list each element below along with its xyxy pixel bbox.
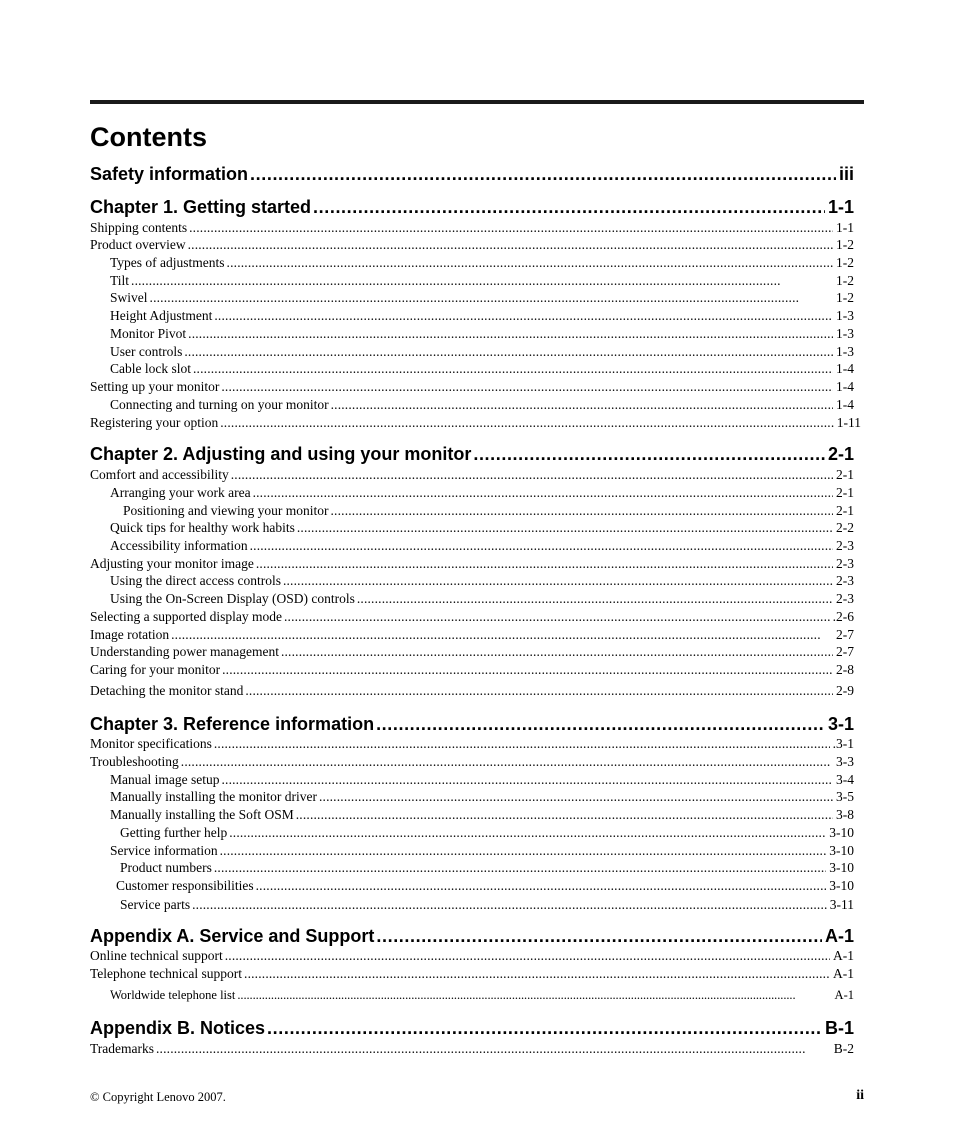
toc-entry-label: Adjusting your monitor image xyxy=(90,556,254,571)
toc-entry-product-overview[interactable] xyxy=(90,236,854,253)
dot-leader xyxy=(193,360,833,377)
toc-entry-installing-monitor-driver[interactable] xyxy=(110,788,854,805)
toc-entry-cable-lock-slot[interactable] xyxy=(110,360,854,377)
toc-entry-label: Comfort and accessibility xyxy=(90,467,229,482)
toc-entry-page: 2-2 xyxy=(836,520,854,535)
dot-leader xyxy=(214,307,833,324)
toc-entry-label: Types of adjustments xyxy=(110,255,225,270)
dot-leader xyxy=(284,608,830,625)
toc-entry-safety-information[interactable] xyxy=(90,163,854,185)
toc-entry-monitor-specifications[interactable] xyxy=(90,735,854,752)
toc-entry-page: 3-10 xyxy=(829,825,854,840)
dot-leader xyxy=(281,643,833,660)
toc-entry-label: Setting up your monitor xyxy=(90,379,220,394)
dot-leader xyxy=(245,682,833,699)
toc-entry-page: 2-8 xyxy=(836,662,854,677)
dot-leader xyxy=(297,519,833,536)
toc-entry-label: Troubleshooting xyxy=(90,754,179,769)
toc-entry-label: Product numbers xyxy=(120,860,212,875)
toc-entry-label: Manually installing the monitor driver xyxy=(110,789,317,804)
toc-entry-label: Monitor Pivot xyxy=(110,326,187,341)
page-number: ii xyxy=(856,1088,864,1103)
toc-entry-label: Tilt xyxy=(110,273,130,288)
dot-leader xyxy=(256,877,827,894)
toc-entry-swivel[interactable] xyxy=(110,289,854,306)
dot-leader xyxy=(283,572,833,589)
toc-entry-label: Connecting and turning on your monitor xyxy=(110,397,329,412)
dot-leader xyxy=(256,555,833,572)
toc-entry-page: 1-3 xyxy=(836,344,854,359)
dot-leader xyxy=(189,219,833,236)
toc-entry-service-information[interactable] xyxy=(110,842,854,859)
toc-entry-page: 1-11 xyxy=(836,415,861,430)
dot-leader xyxy=(250,163,836,185)
copyright-notice: © Copyright Lenovo 2007. xyxy=(90,1090,226,1104)
toc-entry-page: 1-1 xyxy=(836,220,854,235)
toc-entry-page: 3-8 xyxy=(836,807,854,822)
toc-entry-page: 2-7 xyxy=(836,644,854,659)
toc-entry-label: Worldwide telephone list xyxy=(110,988,236,1002)
toc-entry-installing-soft-osm[interactable] xyxy=(110,806,854,823)
toc-entry-label: Cable lock slot xyxy=(110,361,191,376)
toc-entry-product-numbers[interactable] xyxy=(120,859,854,876)
toc-entry-label: Positioning and viewing your monitor xyxy=(123,503,329,518)
toc-entry-page: 1-3 xyxy=(836,326,854,341)
toc-entry-page: B-2 xyxy=(833,1041,854,1056)
toc-entry-label: Caring for your monitor xyxy=(90,662,221,677)
toc-entry-chapter-1[interactable] xyxy=(90,196,854,218)
toc-entry-page: 2-9 xyxy=(836,683,854,698)
toc-entry-page: 1-2 xyxy=(836,290,854,305)
toc-entry-page: 2-3 xyxy=(836,573,854,588)
toc-entry-user-controls[interactable] xyxy=(110,343,854,360)
toc-entry-page: 2-1 xyxy=(827,444,854,464)
header-rule xyxy=(90,100,864,104)
dot-leader xyxy=(221,771,833,788)
toc-entry-tilt[interactable] xyxy=(110,272,854,289)
dot-leader xyxy=(222,661,833,678)
toc-entry-troubleshooting[interactable] xyxy=(90,753,854,770)
dot-leader xyxy=(184,343,833,360)
dot-leader xyxy=(214,859,826,876)
toc-entry-page: A-1 xyxy=(834,988,854,1002)
dot-leader xyxy=(357,590,833,607)
toc-entry-label: Chapter 2. Adjusting and using your monitor xyxy=(90,444,472,464)
toc-entry-page: 3-5 xyxy=(836,789,854,804)
toc-entry-page: 2-3 xyxy=(836,556,854,571)
toc-entry-label: Swivel xyxy=(110,290,148,305)
toc-entry-label: Arranging your work area xyxy=(110,485,251,500)
toc-entry-label: Monitor specifications xyxy=(90,736,212,751)
toc-entry-page: A-1 xyxy=(824,926,854,946)
toc-entry-online-technical-support[interactable] xyxy=(90,947,854,964)
toc-entry-height-adjustment[interactable] xyxy=(110,307,854,324)
toc-entry-label: Using the On-Screen Display (OSD) controls xyxy=(110,591,355,606)
dot-leader xyxy=(188,325,833,342)
toc-entry-page: A-1 xyxy=(833,966,854,981)
toc-entry-page: 3-10 xyxy=(829,843,854,858)
dot-leader xyxy=(237,987,831,1004)
toc-entry-label: Quick tips for healthy work habits xyxy=(110,520,295,535)
toc-entry-page: 3-3 xyxy=(836,754,854,769)
dot-leader xyxy=(214,735,830,752)
toc-entry-registering-your-option[interactable] xyxy=(90,414,861,431)
dot-leader xyxy=(150,289,833,306)
dot-leader xyxy=(319,788,833,805)
toc-entry-label: Detaching the monitor stand xyxy=(90,683,244,698)
toc-entry-manual-image-setup[interactable] xyxy=(110,771,854,788)
toc-entry-page: 2-1 xyxy=(836,485,854,500)
toc-entry-direct-access-controls[interactable] xyxy=(110,572,854,589)
dot-leader xyxy=(253,484,833,501)
toc-entry-positioning-and-viewing[interactable] xyxy=(123,502,854,519)
toc-entry-page: 3-10 xyxy=(829,860,854,875)
toc-entry-page: B-1 xyxy=(824,1018,854,1038)
dot-leader xyxy=(171,626,833,643)
toc-entry-power-management[interactable] xyxy=(90,643,854,660)
toc-entry-label: Chapter 3. Reference information xyxy=(90,714,375,734)
dot-leader xyxy=(313,196,825,218)
toc-entry-label: Telephone technical support xyxy=(90,966,243,981)
toc-entry-page: iii xyxy=(838,164,854,184)
toc-entry-page: 3-11 xyxy=(829,897,854,912)
dot-leader xyxy=(229,824,826,841)
toc-entry-label: Accessibility information xyxy=(110,538,248,553)
toc-entry-label: Using the direct access controls xyxy=(110,573,281,588)
dot-leader xyxy=(250,537,833,554)
dot-leader xyxy=(376,925,822,947)
toc-entry-label: Registering your option xyxy=(90,415,219,430)
dot-leader xyxy=(192,896,827,913)
toc-entry-label: Appendix A. Service and Support xyxy=(90,926,375,946)
dot-leader xyxy=(188,236,833,253)
toc-entry-label: Height Adjustment xyxy=(110,308,213,323)
toc-entry-page: 1-2 xyxy=(836,237,854,252)
toc-entry-label: Appendix B. Notices xyxy=(90,1018,266,1038)
dot-leader xyxy=(156,1040,831,1057)
toc-entry-page: 3-1 xyxy=(827,714,854,734)
toc-entry-trademarks[interactable] xyxy=(90,1040,854,1057)
toc-entry-label: Safety information xyxy=(90,164,249,184)
toc-entry-label: Image rotation xyxy=(90,627,170,642)
toc-entry-worldwide-telephone-list[interactable] xyxy=(110,987,854,1004)
toc-entry-label: Chapter 1. Getting started xyxy=(90,197,312,217)
toc-entry-monitor-pivot[interactable] xyxy=(110,325,854,342)
toc-entry-caring-for-your-monitor[interactable] xyxy=(90,661,854,678)
toc-entry-page: 3-10 xyxy=(829,878,854,893)
dot-leader xyxy=(221,378,833,395)
toc-entry-telephone-technical-support[interactable] xyxy=(90,965,854,982)
page-title: Contents xyxy=(90,122,207,152)
toc-entry-customer-responsibilities[interactable] xyxy=(116,877,854,894)
dot-leader xyxy=(231,466,833,483)
toc-entry-page: 2-7 xyxy=(836,627,854,642)
toc-entry-comfort-and-accessibility[interactable] xyxy=(90,466,854,483)
toc-entry-page: 1-2 xyxy=(836,273,854,288)
toc-entry-chapter-2[interactable] xyxy=(90,443,854,465)
toc-entry-page: 1-2 xyxy=(836,255,854,270)
toc-entry-osd-controls[interactable] xyxy=(110,590,854,607)
dot-leader xyxy=(296,806,833,823)
dot-leader xyxy=(227,254,833,271)
dot-leader xyxy=(331,502,834,519)
toc-entry-shipping-contents[interactable] xyxy=(90,219,854,236)
dot-leader xyxy=(244,965,830,982)
toc-entry-page: 2-1 xyxy=(836,503,854,518)
toc-entry-label: Manually installing the Soft OSM xyxy=(110,807,294,822)
toc-entry-appendix-b[interactable] xyxy=(90,1017,854,1039)
toc-entry-quick-tips[interactable] xyxy=(110,519,854,536)
toc-entry-page: 2-3 xyxy=(836,538,854,553)
dot-leader xyxy=(331,396,833,413)
toc-entry-service-parts[interactable] xyxy=(120,896,854,913)
toc-entry-page: 1-4 xyxy=(836,397,854,412)
toc-entry-label: Service information xyxy=(110,843,218,858)
dot-leader xyxy=(473,443,825,465)
toc-entry-connecting-and-turning-on[interactable] xyxy=(110,396,854,413)
toc-entry-label: User controls xyxy=(110,344,183,359)
toc-entry-accessibility-information[interactable] xyxy=(110,537,854,554)
toc-entry-label: Getting further help xyxy=(120,825,228,840)
toc-entry-appendix-a[interactable] xyxy=(90,925,854,947)
toc-entry-label: Shipping contents xyxy=(90,220,188,235)
dot-leader xyxy=(220,414,834,431)
toc-entry-page: .3-1 xyxy=(832,736,854,751)
toc-entry-getting-further-help[interactable] xyxy=(120,824,854,841)
toc-entry-label: Online technical support xyxy=(90,948,223,963)
toc-entry-page: 2-1 xyxy=(836,467,854,482)
toc-entry-image-rotation[interactable] xyxy=(90,626,854,643)
toc-entry-detaching-the-monitor-stand[interactable] xyxy=(90,682,854,699)
toc-entry-arranging-your-work-area[interactable] xyxy=(110,484,854,501)
dot-leader xyxy=(225,947,830,964)
dot-leader xyxy=(131,272,833,289)
toc-entry-label: Selecting a supported display mode xyxy=(90,609,282,624)
toc-entry-page: 1-3 xyxy=(836,308,854,323)
toc-entry-label: Understanding power management xyxy=(90,644,279,659)
toc-entry-page: 3-4 xyxy=(836,772,854,787)
toc-entry-label: Product overview xyxy=(90,237,186,252)
toc-entry-adjusting-your-monitor-image[interactable] xyxy=(90,555,854,572)
toc-entry-label: Service parts xyxy=(120,897,191,912)
toc-entry-page: 2-3 xyxy=(836,591,854,606)
dot-leader xyxy=(181,753,833,770)
toc-entry-types-of-adjustments[interactable] xyxy=(110,254,854,271)
toc-entry-label: Trademarks xyxy=(90,1041,154,1056)
toc-entry-page: 1-1 xyxy=(827,197,854,217)
toc-entry-selecting-display-mode[interactable] xyxy=(90,608,854,625)
dot-leader xyxy=(376,713,825,735)
toc-entry-chapter-3[interactable] xyxy=(90,713,854,735)
toc-entry-page: 1-4 xyxy=(836,361,854,376)
toc-entry-page: 1-4 xyxy=(836,379,854,394)
dot-leader xyxy=(220,842,827,859)
toc-entry-page: A-1 xyxy=(833,948,854,963)
toc-entry-label: Manual image setup xyxy=(110,772,220,787)
toc-entry-label: Customer responsibilities xyxy=(116,878,254,893)
dot-leader xyxy=(267,1017,822,1039)
toc-entry-setting-up-your-monitor[interactable] xyxy=(90,378,854,395)
toc-entry-page: .2-6 xyxy=(832,609,854,624)
